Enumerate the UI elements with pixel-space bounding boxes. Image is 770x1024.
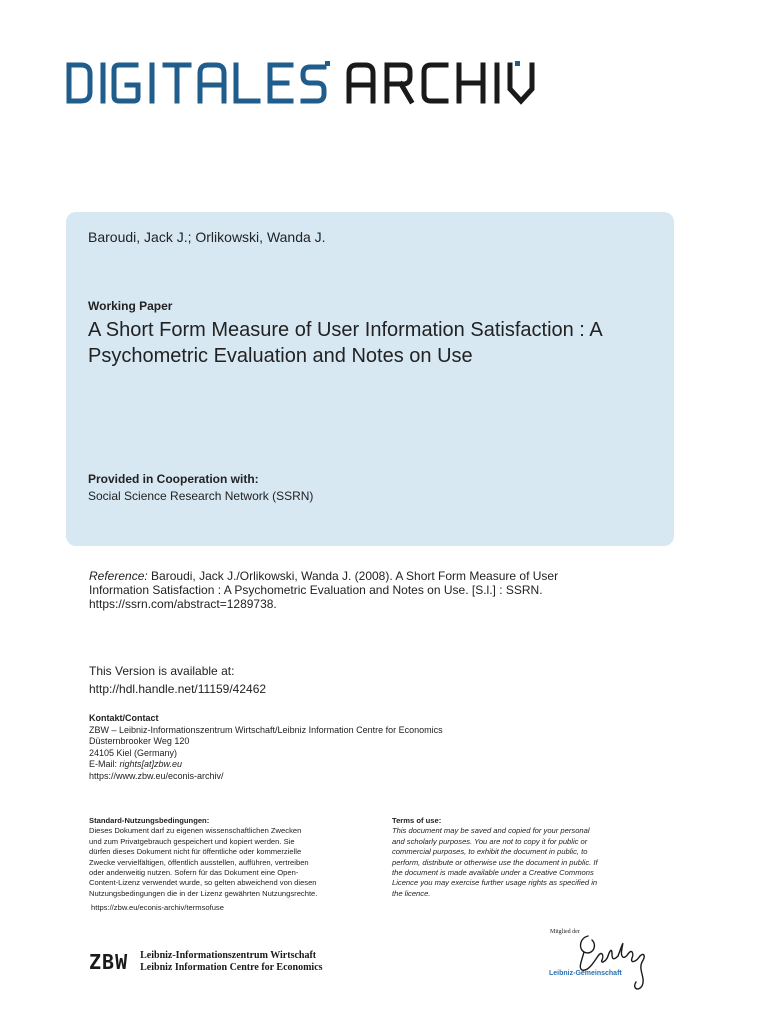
reference-block [89, 569, 609, 611]
version-link[interactable]: http://hdl.handle.net/11159/42462 [89, 682, 267, 696]
reference-text: Baroudi, Jack J./Orlikowski, Wanda J. (2008). A Short Form Measure of User Information Satisfaction : A Psychometric Evaluation and Notes on Use. [S.l.] : SSRN. https://ssrn.com/abstract=1289738. [89, 569, 559, 611]
logo-text-part1 [66, 58, 67, 59]
digitales-archiv-logo [66, 58, 536, 108]
terms-line: oder anderweitig nutzen. Sofern für das Dokument eine Open- [89, 868, 299, 878]
logo-text-part2 [66, 58, 67, 59]
terms-line: dürfen dieses Dokument nicht für öffentliche oder kommerzielle [89, 847, 302, 857]
contact-block [89, 713, 443, 782]
terms-line: and scholarly purposes. You are not to copy it for public or [392, 836, 588, 846]
contact-web-link[interactable]: https://www.zbw.eu/econis-archiv/ [89, 770, 224, 781]
terms-english [392, 816, 647, 899]
terms-line: perform, distribute or otherwise use the document in public. If [392, 857, 598, 867]
contact-email [89, 759, 443, 771]
leibniz-signature-icon [548, 926, 658, 994]
zbw-name-en: Leibniz Information Centre for Economics [140, 962, 323, 973]
terms-link[interactable]: https://zbw.eu/econis-archiv/termsofuse [91, 903, 224, 912]
reference-label: Reference: [89, 569, 148, 583]
terms-line: the licence. [392, 888, 431, 898]
contact-line: ZBW – Leibniz-Informationszentrum Wirtschaft/Leibniz Information Centre for Economics [89, 724, 443, 735]
terms-line: Content-Lizenz verwendet wurde, so gelten abweichend von diesen [89, 878, 317, 888]
leibniz-logo [548, 926, 658, 996]
terms-line: Zwecke vervielfältigen, öffentlich ausstellen, aufführen, vertreiben [89, 857, 309, 867]
terms-line: Licence you may exercise further usage rights as specified in [392, 878, 598, 888]
authors: Baroudi, Jack J.; Orlikowski, Wanda J. [88, 229, 326, 245]
zbw-mark: ZBW [89, 950, 129, 974]
contact-line: Düsternbrooker Weg 120 [89, 736, 190, 746]
leibniz-member-label: Mitglied der [550, 929, 580, 935]
document-title: A Short Form Measure of User Information Satisfaction : A Psychometric Evaluation and Notes on Use [88, 319, 602, 367]
terms-english-title: Terms of use: [392, 816, 442, 825]
terms-line: commercial purposes, to exhibit the document in public, to [392, 847, 588, 857]
terms-line: Dieses Dokument darf zu eigenen wissenschaftlichen Zwecken [89, 826, 302, 836]
zbw-logo [89, 950, 323, 974]
zbw-name-de: Leibniz-Informationszentrum Wirtschaft [140, 950, 317, 961]
terms-line: und zum Privatgebrauch gespeichert und kopiert werden. Sie [89, 836, 295, 846]
terms-line: the document is made available under a Creative Commons [392, 868, 594, 878]
terms-german-title: Standard-Nutzungsbedingungen: [89, 816, 210, 825]
cooperation-value: Social Science Research Network (SSRN) [88, 489, 314, 503]
terms-line: Nutzungsbedingungen die in der Lizenz gewährten Nutzungsrechte. [89, 888, 318, 898]
terms-line: This document may be saved and copied for your personal [392, 826, 590, 836]
cooperation-label: Provided in Cooperation with: [88, 472, 259, 486]
contact-line: 24105 Kiel (Germany) [89, 747, 178, 758]
logo-wordmark [66, 61, 536, 105]
email-label: E-Mail: [89, 759, 118, 769]
terms-german [89, 816, 369, 899]
version-label: This Version is available at: [89, 664, 235, 678]
contact-title: Kontakt/Contact [89, 713, 159, 723]
document-type: Working Paper [88, 299, 173, 313]
leibniz-gemeinschaft-label: Leibniz-Gemeinschaft [549, 970, 622, 977]
email-value[interactable]: rights[at]zbw.eu [119, 759, 183, 769]
document-info-card [66, 212, 674, 546]
zbw-names [140, 950, 322, 974]
